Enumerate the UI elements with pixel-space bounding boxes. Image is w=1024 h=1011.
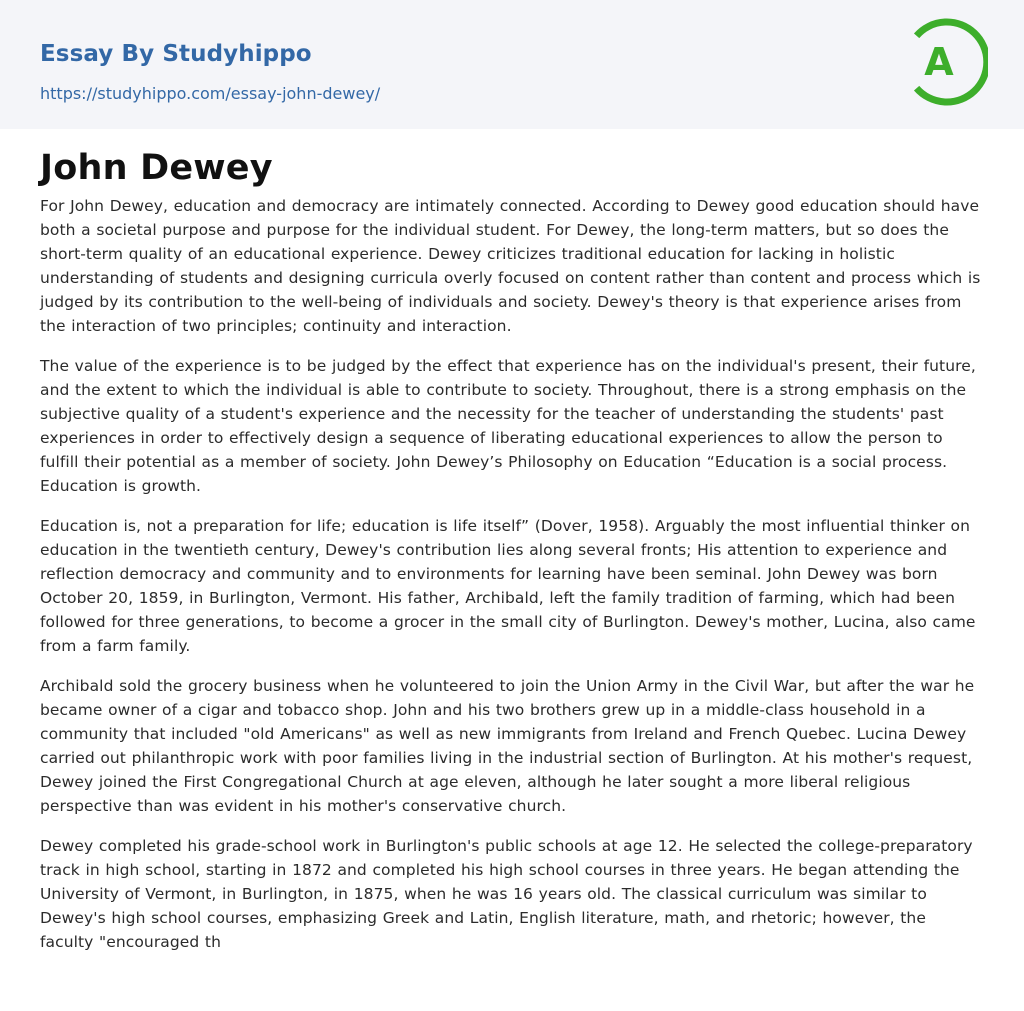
paragraph-5: Dewey completed his grade-school work in Burlington's public schools at age 12. He selected the college-preparatory track in high school, starting in 1872 and completed his high school courses in three years. He began attending the University of Vermont, in Burlington, in 1875, when he was 16 years old. The classical curriculum was similar to Dewey's high school courses, emphasizing Greek and Latin, English literature, math, and rhetoric; however, the faculty "encouraged th [40, 837, 973, 951]
article-body [0, 147, 1024, 954]
brand-title: Essay By Studyhippo [40, 41, 312, 67]
paragraph-3: Education is, not a preparation for life; education is life itself” (Dover, 1958). Arguably the most influential thinker on education in the twentieth century, Dewey's contribution lies along several fronts; His attention to experience and reflection democracy and community and to environments for learning have been seminal. John Dewey was born October 20, 1859, in Burlington, Vermont. His father, Archibald, left the family tradition of farming, which had been followed for three generations, to become a grocer in the small city of Burlington. Dewey's mother, Lucina, also came from a farm family. [40, 517, 976, 655]
paragraph-2: The value of the experience is to be judged by the effect that experience has on the individual's present, their future, and the extent to which the individual is able to contribute to society. Throughout, there is a strong emphasis on the subjective quality of a student's experience and the necessity for the teacher of understanding the students' past experiences in order to effectively design a sequence of liberating educational experiences to allow the person to fulfill their potential as a member of society. John Dewey’s Philosophy on Education “Education is a social process. Education is growth. [40, 357, 976, 495]
logo-letter: A [924, 40, 954, 84]
paragraph-4: Archibald sold the grocery business when he volunteered to join the Union Army in the Civil War, but after the war he became owner of a cigar and tobacco shop. John and his two brothers grew up in a middle-class household in a community that included "old Americans" as well as new immigrants from Ireland and French Quebec. Lucina Dewey carried out philanthropic work with poor families living in the industrial section of Burlington. At his mother's request, Dewey joined the First Congregational Church at age eleven, although he later sought a more liberal religious perspective than was evident in his mother's conservative church. [40, 677, 975, 815]
page-header [0, 0, 1024, 129]
paragraph-1: For John Dewey, education and democracy are intimately connected. According to Dewey good education should have both a societal purpose and purpose for the individual student. For Dewey, the long-term matters, but so does the short-term quality of an educational experience. Dewey criticizes traditional education for lacking in holistic understanding of students and designing curricula overly focused on content rather than content and process which is judged by its contribution to the well-being of individuals and society. Dewey's theory is that experience arises from the interaction of two principles; continuity and interaction. [40, 197, 981, 335]
source-url-link[interactable]: https://studyhippo.com/essay-john-dewey/ [40, 84, 381, 103]
studyhippo-a-logo-icon[interactable] [912, 18, 988, 106]
essay-title: John Dewey [40, 148, 273, 188]
